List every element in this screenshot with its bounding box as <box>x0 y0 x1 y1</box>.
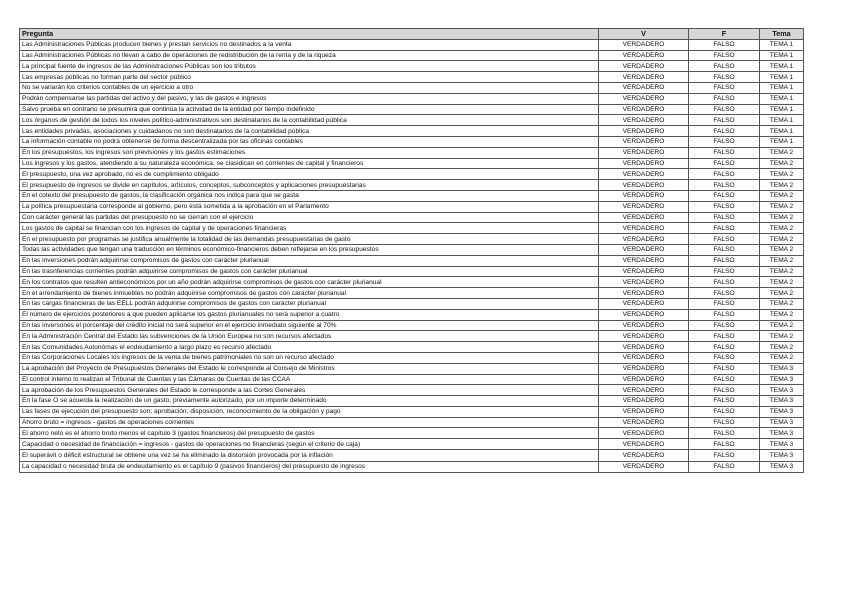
tema-cell[interactable]: TEMA 2 <box>760 298 804 309</box>
tema-cell[interactable]: TEMA 1 <box>760 50 804 61</box>
tema-cell[interactable]: TEMA 2 <box>760 158 804 169</box>
v-cell[interactable]: VERDADERO <box>599 363 689 374</box>
tema-cell[interactable]: TEMA 3 <box>760 462 804 473</box>
tema-cell[interactable]: TEMA 3 <box>760 406 804 417</box>
v-cell[interactable]: VERDADERO <box>599 39 689 50</box>
table-row <box>20 462 804 473</box>
v-cell[interactable]: VERDADERO <box>599 72 689 83</box>
f-cell[interactable]: FALSO <box>689 126 760 137</box>
v-cell[interactable]: VERDADERO <box>599 385 689 396</box>
f-cell[interactable]: FALSO <box>689 462 760 473</box>
tema-cell[interactable]: TEMA 1 <box>760 136 804 147</box>
table-row <box>20 277 804 288</box>
f-cell[interactable]: FALSO <box>689 147 760 158</box>
question-cell[interactable]: Los órganos de gestión de todos los niveles político-administrativos son destinatarios de la contabilidad pública <box>20 115 599 126</box>
question-cell[interactable]: La política presupuestaria corresponde al gobierno, pero está sometida a la aprobación en el Parlamento <box>20 201 599 212</box>
tema-cell[interactable]: TEMA 2 <box>760 234 804 245</box>
table-row <box>20 428 804 439</box>
table-row <box>20 50 804 61</box>
question-cell[interactable]: En las Comunidades Autonómas el endeudamiento a largo plazo es recurso afectado <box>20 342 599 353</box>
question-cell[interactable]: En las Corporaciones Locales los ingresos de la venta de bienes patrimoniales no son un recurso afectado <box>20 352 599 363</box>
tema-cell[interactable]: TEMA 3 <box>760 374 804 385</box>
f-cell[interactable]: FALSO <box>689 417 760 428</box>
question-cell[interactable]: Capacidad o necesidad de financiación = ingresos - gastos de operaciones no financieras (según el criterio de caja) <box>20 439 599 450</box>
v-cell[interactable]: VERDADERO <box>599 266 689 277</box>
f-cell[interactable]: FALSO <box>689 39 760 50</box>
header-row <box>20 29 804 40</box>
v-cell[interactable]: VERDADERO <box>599 147 689 158</box>
question-cell[interactable]: La aprobación de los Presupuestos Generales del Estado le corresponde a las Cortes Generales <box>20 385 599 396</box>
f-cell[interactable]: FALSO <box>689 450 760 462</box>
f-cell[interactable]: FALSO <box>689 93 760 104</box>
tema-cell[interactable]: TEMA 2 <box>760 309 804 320</box>
f-cell[interactable]: FALSO <box>689 363 760 374</box>
question-cell[interactable]: Ahorro bruto = ingresos - gastos de operaciones corrientes <box>20 417 599 428</box>
tema-cell[interactable]: TEMA 2 <box>760 244 804 255</box>
f-cell[interactable]: FALSO <box>689 234 760 245</box>
f-cell[interactable]: FALSO <box>689 406 760 417</box>
tema-cell[interactable]: TEMA 2 <box>760 320 804 331</box>
tema-cell[interactable]: TEMA 2 <box>760 212 804 223</box>
table-row <box>20 320 804 331</box>
table-row <box>20 417 804 428</box>
question-cell[interactable]: El número de ejercicios posteriores a que pueden aplicarse los gastos plurianuales no será superior a cuatro <box>20 309 599 320</box>
tema-cell[interactable]: TEMA 2 <box>760 147 804 158</box>
tema-cell[interactable]: TEMA 1 <box>760 72 804 83</box>
f-cell[interactable]: FALSO <box>689 72 760 83</box>
tema-cell[interactable]: TEMA 3 <box>760 396 804 407</box>
table-row <box>20 439 804 450</box>
v-cell[interactable]: VERDADERO <box>599 50 689 61</box>
question-cell[interactable]: En las trasnferencias corrientes podrán adquirirse compromisos de gastos con carácter plurianual <box>20 266 599 277</box>
table-row <box>20 82 804 93</box>
table-row <box>20 169 804 180</box>
question-cell[interactable]: La información contable no podrá obtenerse de forma descentralizada por las oficinas contables <box>20 136 599 147</box>
tema-cell[interactable]: TEMA 1 <box>760 61 804 72</box>
f-cell[interactable]: FALSO <box>689 223 760 234</box>
tema-cell[interactable]: TEMA 1 <box>760 82 804 93</box>
v-cell[interactable]: VERDADERO <box>599 342 689 353</box>
tema-cell[interactable]: TEMA 3 <box>760 428 804 439</box>
tema-cell[interactable]: TEMA 3 <box>760 439 804 450</box>
f-cell[interactable]: FALSO <box>689 115 760 126</box>
f-cell[interactable]: FALSO <box>689 50 760 61</box>
f-cell[interactable]: FALSO <box>689 396 760 407</box>
v-cell[interactable]: VERDADERO <box>599 417 689 428</box>
f-cell[interactable]: FALSO <box>689 277 760 288</box>
header-v[interactable]: V <box>599 29 689 40</box>
question-cell[interactable]: Las entidades privadas, asociaciones y cuidadanos no son destinatarios de la contabilidad pública <box>20 126 599 137</box>
v-cell[interactable]: VERDADERO <box>599 450 689 462</box>
f-cell[interactable]: FALSO <box>689 212 760 223</box>
question-cell[interactable]: En el cotexto del presupuesto de gastos, la clasificación orgánica nos indica para que se gasta <box>20 190 599 201</box>
tema-cell[interactable]: TEMA 1 <box>760 126 804 137</box>
table-row <box>20 385 804 396</box>
f-cell[interactable]: FALSO <box>689 190 760 201</box>
f-cell[interactable]: FALSO <box>689 342 760 353</box>
table-row <box>20 288 804 299</box>
v-cell[interactable]: VERDADERO <box>599 136 689 147</box>
f-cell[interactable]: FALSO <box>689 255 760 266</box>
question-cell[interactable]: El ahorro neto es el ahorro bruto menos el capítulo 3 (gastos financieros) del presupuesto de gastos <box>20 428 599 439</box>
v-cell[interactable]: VERDADERO <box>599 331 689 342</box>
tema-cell[interactable]: TEMA 1 <box>760 93 804 104</box>
f-cell[interactable]: FALSO <box>689 158 760 169</box>
v-cell[interactable]: VERDADERO <box>599 126 689 137</box>
tema-cell[interactable]: TEMA 1 <box>760 115 804 126</box>
header-tema[interactable]: Tema <box>760 29 804 40</box>
f-cell[interactable]: FALSO <box>689 352 760 363</box>
question-cell[interactable]: En las inversiones podrán adquirirse compromisos de gastos con carácter plurianual <box>20 255 599 266</box>
table-row <box>20 363 804 374</box>
f-cell[interactable]: FALSO <box>689 288 760 299</box>
tema-cell[interactable]: TEMA 2 <box>760 266 804 277</box>
f-cell[interactable]: FALSO <box>689 169 760 180</box>
v-cell[interactable]: VERDADERO <box>599 82 689 93</box>
v-cell[interactable]: VERDADERO <box>599 180 689 191</box>
tema-cell[interactable]: TEMA 2 <box>760 201 804 212</box>
tema-cell[interactable]: TEMA 3 <box>760 363 804 374</box>
tema-cell[interactable]: TEMA 2 <box>760 331 804 342</box>
table-row <box>20 39 804 50</box>
f-cell[interactable]: FALSO <box>689 180 760 191</box>
table-row <box>20 396 804 407</box>
f-cell[interactable]: FALSO <box>689 309 760 320</box>
table-row <box>20 136 804 147</box>
table-row <box>20 212 804 223</box>
f-cell[interactable]: FALSO <box>689 331 760 342</box>
question-cell[interactable]: Las empresas públicas no forman parte del sector público <box>20 72 599 83</box>
f-cell[interactable]: FALSO <box>689 201 760 212</box>
v-cell[interactable]: VERDADERO <box>599 320 689 331</box>
question-cell[interactable]: En las cargas financieras de las EELL podrán adquirirse compromisos de gastos con carácter plurianual <box>20 298 599 309</box>
question-cell[interactable]: La principal fuente de ingresos de las Administraciones Públicas son los tributos <box>20 61 599 72</box>
v-cell[interactable]: VERDADERO <box>599 190 689 201</box>
f-cell[interactable]: FALSO <box>689 320 760 331</box>
v-cell[interactable]: VERDADERO <box>599 223 689 234</box>
f-cell[interactable]: FALSO <box>689 266 760 277</box>
tema-cell[interactable]: TEMA 2 <box>760 352 804 363</box>
table-row <box>20 406 804 417</box>
question-cell[interactable]: Las Administraciones Públicas no llevan a cabo de operaciones de redistribución de la renta y de la riqueza <box>20 50 599 61</box>
question-cell[interactable]: Con carácter general las partidas del presupuesto no se cierran con el ejercicio <box>20 212 599 223</box>
table-row <box>20 180 804 191</box>
tema-cell[interactable]: TEMA 2 <box>760 169 804 180</box>
question-cell[interactable]: En las inversones el porcentaje del crédito inicial no será superior en el ejercicio inmediato siguiente al 70% <box>20 320 599 331</box>
tema-cell[interactable]: TEMA 2 <box>760 342 804 353</box>
tema-cell[interactable]: TEMA 3 <box>760 385 804 396</box>
question-cell[interactable]: El control interno lo realizan el Tribunal de Cuentas y las Cámaras de Cuentas de las CCAA <box>20 374 599 385</box>
v-cell[interactable]: VERDADERO <box>599 169 689 180</box>
table-row <box>20 93 804 104</box>
question-cell[interactable]: En el arrendamiento de bienes inmuebles no podrán adquirirse compromisos de gastos con carácter plurianual <box>20 288 599 299</box>
f-cell[interactable]: FALSO <box>689 61 760 72</box>
question-cell[interactable]: El presupuesto de ingresos se divide en capítulos, artículos, conceptos, subconceptos y aplicaciones presupuestarias <box>20 180 599 191</box>
table-row <box>20 147 804 158</box>
v-cell[interactable]: VERDADERO <box>599 396 689 407</box>
question-cell[interactable]: En los contratos que resulten antieconómicos por un año podrán adquirirse compromisos de gastos con carácter plurianual <box>20 277 599 288</box>
f-cell[interactable]: FALSO <box>689 385 760 396</box>
table-row <box>20 190 804 201</box>
question-cell[interactable]: Las Administraciones Públicas producen bienes y prestan servicios no destinados a la venta <box>20 39 599 50</box>
table-row <box>20 115 804 126</box>
table-row <box>20 450 804 462</box>
v-cell[interactable]: VERDADERO <box>599 298 689 309</box>
tema-cell[interactable]: TEMA 2 <box>760 223 804 234</box>
table-row <box>20 298 804 309</box>
table-row <box>20 201 804 212</box>
header-f[interactable]: F <box>689 29 760 40</box>
table-row <box>20 342 804 353</box>
v-cell[interactable]: VERDADERO <box>599 61 689 72</box>
v-cell[interactable]: VERDADERO <box>599 462 689 473</box>
table-row <box>20 72 804 83</box>
table-row <box>20 374 804 385</box>
question-cell[interactable]: En la fase O se acuerda la realización de un gasto, previamente autorizado, por un importe determinado <box>20 396 599 407</box>
table-row <box>20 244 804 255</box>
tema-cell[interactable]: TEMA 2 <box>760 288 804 299</box>
question-cell[interactable]: Todas las actividades que tengan una traducción en términos económico-financieros deben reflejarse en los presupuestos <box>20 244 599 255</box>
v-cell[interactable]: VERDADERO <box>599 352 689 363</box>
table-row <box>20 331 804 342</box>
table-row <box>20 126 804 137</box>
table-row <box>20 223 804 234</box>
f-cell[interactable]: FALSO <box>689 428 760 439</box>
question-cell[interactable]: En los presupuestos, los ingresos son previsiones y los gastos estimaciones <box>20 147 599 158</box>
table-row <box>20 266 804 277</box>
v-cell[interactable]: VERDADERO <box>599 158 689 169</box>
question-cell[interactable]: Podrán compensarse las partidas del activo y del pasivo, y las de gastos e ingresos <box>20 93 599 104</box>
tema-cell[interactable]: TEMA 2 <box>760 277 804 288</box>
v-cell[interactable]: VERDADERO <box>599 255 689 266</box>
tema-cell[interactable]: TEMA 3 <box>760 417 804 428</box>
f-cell[interactable]: FALSO <box>689 104 760 115</box>
table-row <box>20 234 804 245</box>
question-cell[interactable]: Los gastos de capital se financian con los ingresos de capital y de operaciones financieras <box>20 223 599 234</box>
v-cell[interactable]: VERDADERO <box>599 115 689 126</box>
f-cell[interactable]: FALSO <box>689 136 760 147</box>
v-cell[interactable]: VERDADERO <box>599 309 689 320</box>
question-cell[interactable]: La aprobación del Proyecto de Presupuestos Generales del Estado le corresponde al Consejo de Ministros <box>20 363 599 374</box>
v-cell[interactable]: VERDADERO <box>599 439 689 450</box>
table-row <box>20 352 804 363</box>
question-cell[interactable]: Las fases de ejecución del presupuesto son; aprobación, disposición, reconocimiento de la obligación y pago <box>20 406 599 417</box>
v-cell[interactable]: VERDADERO <box>599 234 689 245</box>
tema-cell[interactable]: TEMA 2 <box>760 180 804 191</box>
v-cell[interactable]: VERDADERO <box>599 93 689 104</box>
tema-cell[interactable]: TEMA 3 <box>760 450 804 462</box>
f-cell[interactable]: FALSO <box>689 298 760 309</box>
table-row <box>20 309 804 320</box>
v-cell[interactable]: VERDADERO <box>599 212 689 223</box>
tema-cell[interactable]: TEMA 2 <box>760 190 804 201</box>
v-cell[interactable]: VERDADERO <box>599 374 689 385</box>
tema-cell[interactable]: TEMA 1 <box>760 104 804 115</box>
v-cell[interactable]: VERDADERO <box>599 201 689 212</box>
question-cell[interactable]: El superávit o déficit estructural se obtiene una vez se ha eliminado la distorsión provocada por la inflación <box>20 450 599 462</box>
v-cell[interactable]: VERDADERO <box>599 288 689 299</box>
question-cell[interactable]: El presupuesto, una vez aprobado, no es de cumplimiento obligado <box>20 169 599 180</box>
header-pregunta[interactable]: Pregunta <box>20 29 599 40</box>
table-row <box>20 158 804 169</box>
table-row <box>20 104 804 115</box>
tema-cell[interactable]: TEMA 1 <box>760 39 804 50</box>
f-cell[interactable]: FALSO <box>689 374 760 385</box>
question-cell[interactable]: Salvo prueba en contrario se presumirá que continúa la actividad de la entidad por tiempo indefinido <box>20 104 599 115</box>
v-cell[interactable]: VERDADERO <box>599 277 689 288</box>
v-cell[interactable]: VERDADERO <box>599 104 689 115</box>
questions-table <box>19 28 804 473</box>
v-cell[interactable]: VERDADERO <box>599 428 689 439</box>
tema-cell[interactable]: TEMA 2 <box>760 255 804 266</box>
f-cell[interactable]: FALSO <box>689 82 760 93</box>
table-row <box>20 61 804 72</box>
question-cell[interactable]: Los ingresos y los gastos, atendiendo a su naturaleza económica, se clasidican en corrientes de capital y financieros <box>20 158 599 169</box>
question-cell[interactable]: La capacidad o necesidad bruta de endeudamiento es el capítulo 9 (pasivos financieros) del presupuesto de ingresos <box>20 462 599 473</box>
question-cell[interactable]: En el presupuesto por programas se justifica anualmente la totalidad de las demandas presupuestarias de gasto <box>20 234 599 245</box>
table-row <box>20 255 804 266</box>
v-cell[interactable]: VERDADERO <box>599 406 689 417</box>
v-cell[interactable]: VERDADERO <box>599 244 689 255</box>
f-cell[interactable]: FALSO <box>689 439 760 450</box>
f-cell[interactable]: FALSO <box>689 244 760 255</box>
question-cell[interactable]: En la Administración Central del Estado las subvenciones de la Unión Europea no son recursos afectados <box>20 331 599 342</box>
question-cell[interactable]: No se variarán los criterios contables de un ejercicio a otro <box>20 82 599 93</box>
